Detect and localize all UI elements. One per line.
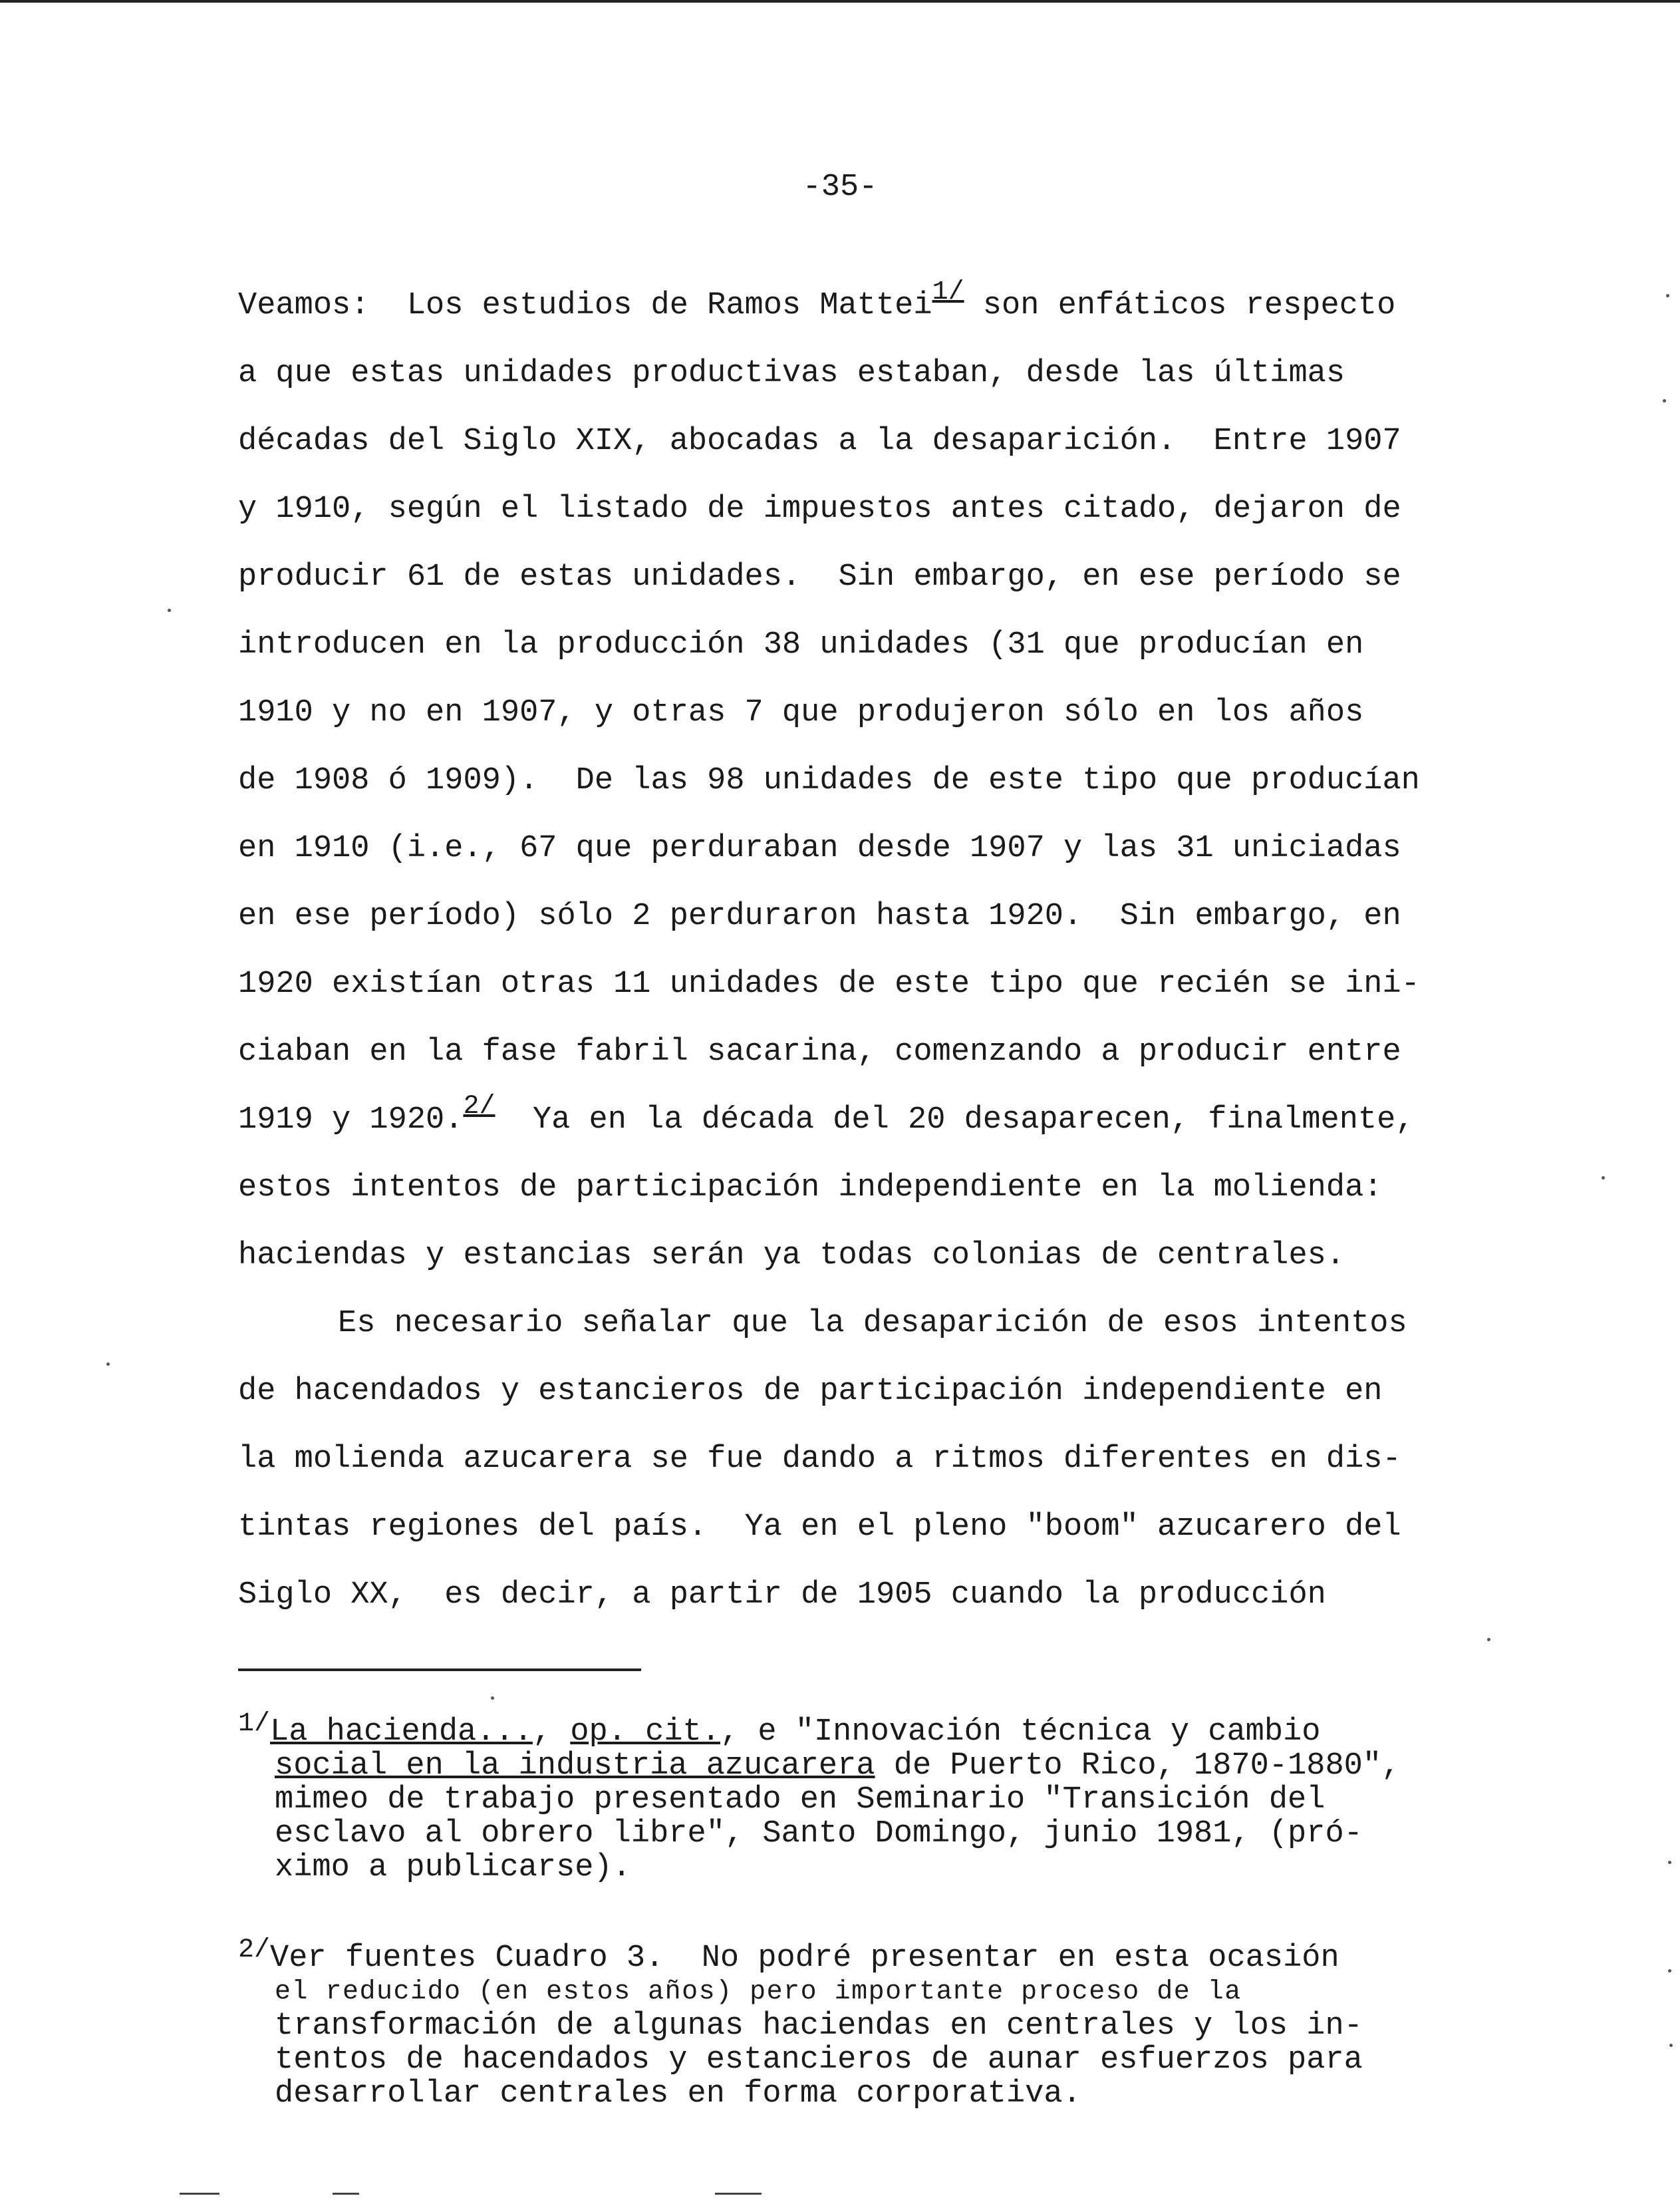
footnote-text: de Puerto Rico, 1870-1880",	[875, 1748, 1401, 1784]
body-line: tintas regiones del país. Ya en el pleno "boom" azucarero del	[238, 1509, 1401, 1545]
scan-speck	[1666, 294, 1669, 297]
scan-edge-mark	[715, 2193, 762, 2195]
scan-speck	[491, 1696, 494, 1700]
footnote-separator	[238, 1668, 641, 1671]
body-line: y 1910, según el listado de impuestos antes citado, dejaron de	[238, 492, 1401, 527]
body-text	[238, 277, 1488, 1643]
body-line: de hacendados y estancieros de participación independiente en	[238, 1374, 1383, 1409]
scan-edge-mark	[180, 2193, 219, 2195]
footnote-line: ximo a publicarse).	[275, 1850, 631, 1885]
footnote-1	[238, 1709, 1488, 1885]
scan-speck	[1669, 2044, 1673, 2047]
footnote-line	[238, 1709, 1488, 1750]
body-line: ciaban en la fase fabril sacarina, comenzando a producir entre	[238, 1034, 1401, 1070]
footnote-text: ,	[532, 1714, 571, 1750]
scan-speck	[1668, 1969, 1671, 1973]
body-line: en 1910 (i.e., 67 que perduraban desde 1907 y las 31 uniciadas	[238, 831, 1401, 866]
body-line: a que estas unidades productivas estaban, desde las últimas	[238, 356, 1345, 391]
footnote-2	[238, 1935, 1488, 2112]
footnote-text: social en la industria azucarera	[275, 1748, 875, 1784]
scan-speck	[1602, 1176, 1605, 1180]
footnote-line: el reducido (en estos años) pero importante proceso de la	[275, 1977, 1242, 2007]
footnote-line	[238, 1935, 1488, 1976]
body-line-text: 1919 y 1920.	[238, 1102, 464, 1138]
scan-speck	[106, 1362, 110, 1366]
body-line-text: son enfáticos respecto	[964, 288, 1396, 323]
footnote-line: desarrollar centrales en forma corporativa.	[275, 2076, 1081, 2112]
top-border-rule	[0, 0, 1680, 3]
footnote-ref-1: 1/	[932, 277, 964, 307]
body-line: 1910 y no en 1907, y otras 7 que produjeron sólo en los años	[238, 695, 1364, 730]
page-number: -35-	[802, 170, 878, 205]
scan-speck	[1487, 1638, 1490, 1641]
body-line: estos intentos de participación independiente en la molienda:	[238, 1170, 1383, 1205]
footnote-line: mimeo de trabajo presentado en Seminario "Transición del	[275, 1782, 1326, 1817]
body-line: en ese período) sólo 2 perduraron hasta 1920. Sin embargo, en	[238, 899, 1401, 934]
body-line: la molienda azucarera se fue dando a ritmos diferentes en dis-	[238, 1442, 1401, 1477]
scan-edge-mark	[333, 2193, 359, 2195]
footnote-ref-2: 2/	[463, 1092, 495, 1122]
body-line: introducen en la producción 38 unidades (31 que producían en	[238, 627, 1364, 663]
body-line: haciendas y estancias serán ya todas colonias de centrales.	[238, 1238, 1345, 1273]
footnote-text: , e "Innovación técnica y cambio	[720, 1714, 1321, 1750]
footnote-1-ref: op. cit.	[570, 1714, 720, 1750]
footnote-1-marker: 1/	[238, 1709, 271, 1739]
footnote-text: Ver fuentes Cuadro 3. No podré presentar en esta ocasión	[270, 1941, 1339, 1976]
body-line-text: Veamos: Los estudios de Ramos Mattei	[238, 288, 932, 323]
body-line: décadas del Siglo XIX, abocadas a la desaparición. Entre 1907	[238, 424, 1401, 459]
body-line: producir 61 de estas unidades. Sin embargo, en ese período se	[238, 559, 1401, 595]
scan-speck	[1663, 399, 1666, 402]
footnote-2-marker: 2/	[238, 1935, 271, 1965]
scan-speck	[1668, 1861, 1671, 1864]
scan-speck	[168, 609, 171, 612]
body-line	[238, 1092, 1488, 1168]
footnote-1-title: La hacienda...	[270, 1714, 533, 1750]
footnote-line	[238, 1749, 1488, 1783]
body-line: 1920 existían otras 11 unidades de este tipo que recién se ini-	[238, 967, 1420, 1002]
body-line: Siglo XX, es decir, a partir de 1905 cuando la producción	[238, 1577, 1326, 1613]
body-line-text: Ya en la década del 20 desaparecen, finalmente,	[495, 1102, 1415, 1138]
body-line	[238, 277, 1488, 354]
footnote-line: transformación de algunas haciendas en centrales y los in-	[275, 2008, 1363, 2044]
footnote-line: esclavo al obrero libre", Santo Domingo, junio 1981, (pró-	[275, 1816, 1363, 1851]
footnote-line: tentos de hacendados y estancieros de aunar esfuerzos para	[275, 2042, 1363, 2078]
paragraph-start-line: Es necesario señalar que la desaparición de esos intentos	[338, 1306, 1407, 1341]
body-line: de 1908 ó 1909). De las 98 unidades de este tipo que producían	[238, 763, 1420, 798]
